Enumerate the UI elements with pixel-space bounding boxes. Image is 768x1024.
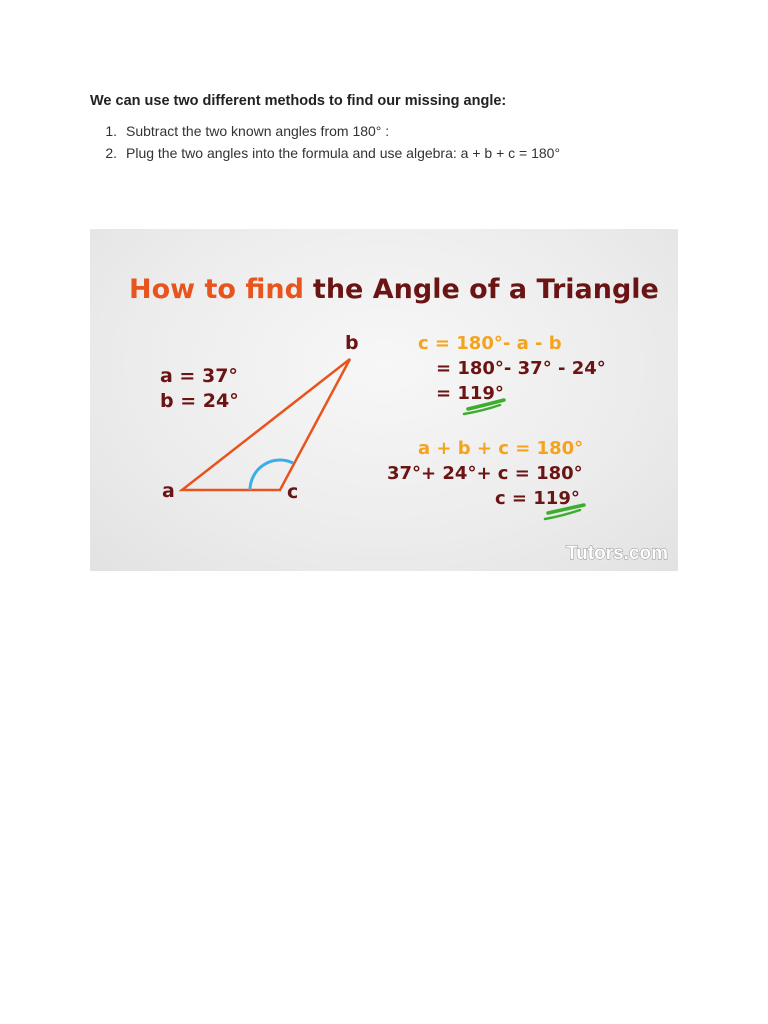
title-rest: the Angle of a Triangle [312,274,659,305]
list-item [90,120,560,142]
list-number: 1. [105,123,117,139]
list-item [90,142,560,164]
watermark-logo: Tutors.com [565,543,668,564]
list-text: Subtract the two known angles from 180° : [126,123,390,139]
list-text: Plug the two angles into the formula and use algebra: a + b + c = 180° [126,145,561,161]
triangle-angle-diagram [90,229,678,571]
method2-line1: a + b + c = 180° [418,438,584,459]
diagram-svg [90,229,678,571]
vertex-label-a: a [162,480,175,502]
vertex-label-c: c [287,481,299,503]
diagram-title [129,274,659,305]
given-b: b = 24° [160,390,239,412]
vertex-label-b: b [345,332,359,354]
intro-heading: We can use two different methods to find our missing angle: [90,93,507,109]
given-a: a = 37° [160,365,238,387]
method-list [90,120,560,164]
title-highlight: How to find [129,274,304,305]
method1-line1: c = 180°- a - b [418,333,562,354]
method1-line2: = 180°- 37° - 24° [436,358,606,379]
method1-line3: = 119° [436,383,504,404]
method2-line3: c = 119° [495,488,580,509]
method2-line2: 37°+ 24°+ c = 180° [387,463,583,484]
list-number: 2. [105,145,117,161]
